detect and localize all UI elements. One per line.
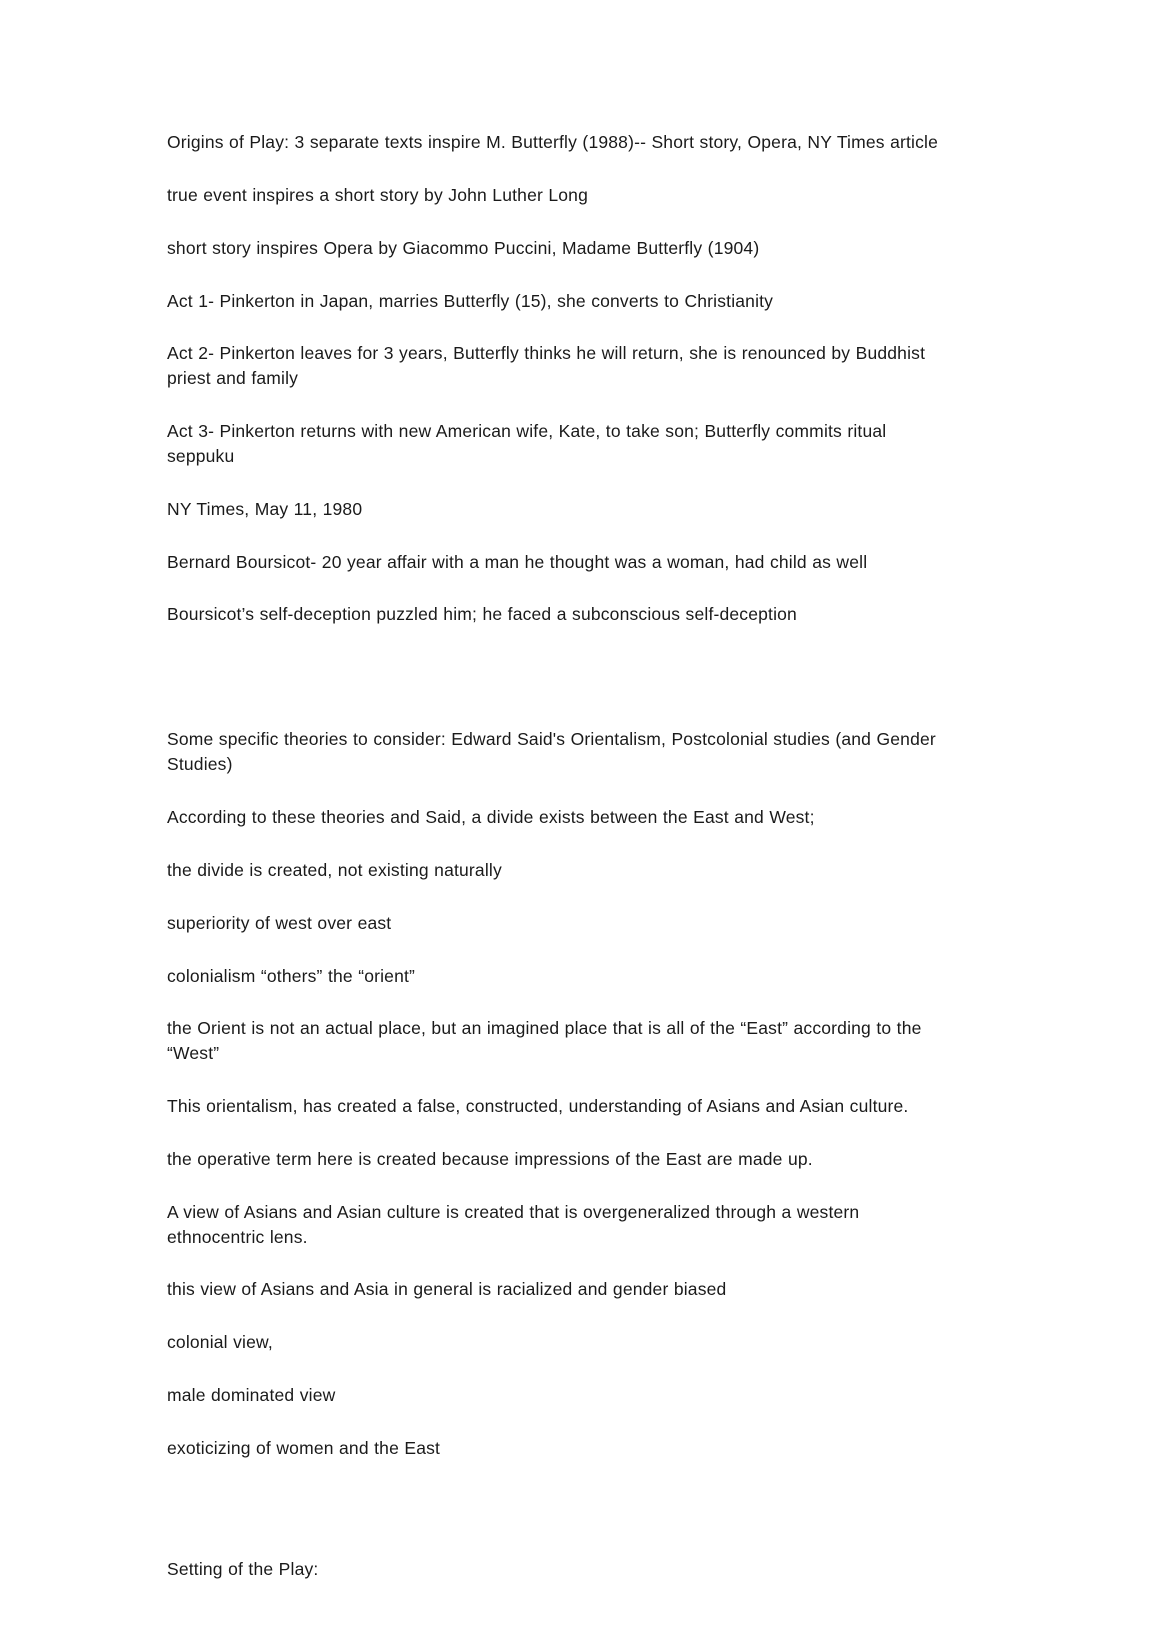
paragraph: Bernard Boursicot- 20 year affair with a man he thought was a woman, had child as well <box>167 551 868 572</box>
paragraph: short story inspires Opera by Giacommo Puccini, Madame Butterfly (1904) <box>167 237 760 258</box>
theories-section <box>167 727 957 1461</box>
setting-section <box>167 1557 957 1582</box>
paragraph: exoticizing of women and the East <box>167 1437 441 1458</box>
paragraph: true event inspires a short story by John Luther Long <box>167 184 588 205</box>
paragraph: NY Times, May 11, 1980 <box>167 498 363 519</box>
paragraph: Setting of the Play: <box>167 1558 319 1579</box>
paragraph: Some specific theories to consider: Edward Said's Orientalism, Postcolonial studies (and Gender Studies) <box>167 729 936 775</box>
paragraph: Origins of Play: 3 separate texts inspire M. Butterfly (1988)-- Short story, Opera, NY Times article <box>167 132 938 152</box>
paragraph: Act 3- Pinkerton returns with new American wife, Kate, to take son; Butterfly commits ritual seppuku <box>167 421 887 466</box>
paragraph: This orientalism, has created a false, constructed, understanding of Asians and Asian culture. <box>167 1096 909 1117</box>
paragraph: Act 1- Pinkerton in Japan, marries Butterfly (15), she converts to Christianity <box>167 290 774 311</box>
section-spacer <box>167 627 957 727</box>
paragraph: superiority of west over east <box>167 912 392 933</box>
paragraph: According to these theories and Said, a divide exists between the East and West; <box>167 806 815 827</box>
paragraph: the divide is created, not existing naturally <box>167 859 502 880</box>
paragraph: Act 2- Pinkerton leaves for 3 years, Butterfly thinks he will return, she is renounced by Buddhist priest and family <box>167 343 926 389</box>
paragraph: this view of Asians and Asia in general is racialized and gender biased <box>167 1279 727 1300</box>
paragraph: colonialism “others” the “orient” <box>167 965 416 986</box>
paragraph: the Orient is not an actual place, but an imagined place that is all of the “East” according to the “West” <box>167 1018 922 1064</box>
paragraph: A view of Asians and Asian culture is created that is overgeneralized through a western ethnocentric lens. <box>167 1201 860 1247</box>
paragraph: male dominated view <box>167 1385 336 1406</box>
paragraph: Boursicot’s self-deception puzzled him; he faced a subconscious self-deception <box>167 604 797 625</box>
document-body <box>167 130 957 1582</box>
origins-section <box>167 130 957 627</box>
paragraph: the operative term here is created because impressions of the East are made up. <box>167 1148 813 1169</box>
section-spacer <box>167 1461 957 1557</box>
paragraph: colonial view, <box>167 1332 273 1353</box>
